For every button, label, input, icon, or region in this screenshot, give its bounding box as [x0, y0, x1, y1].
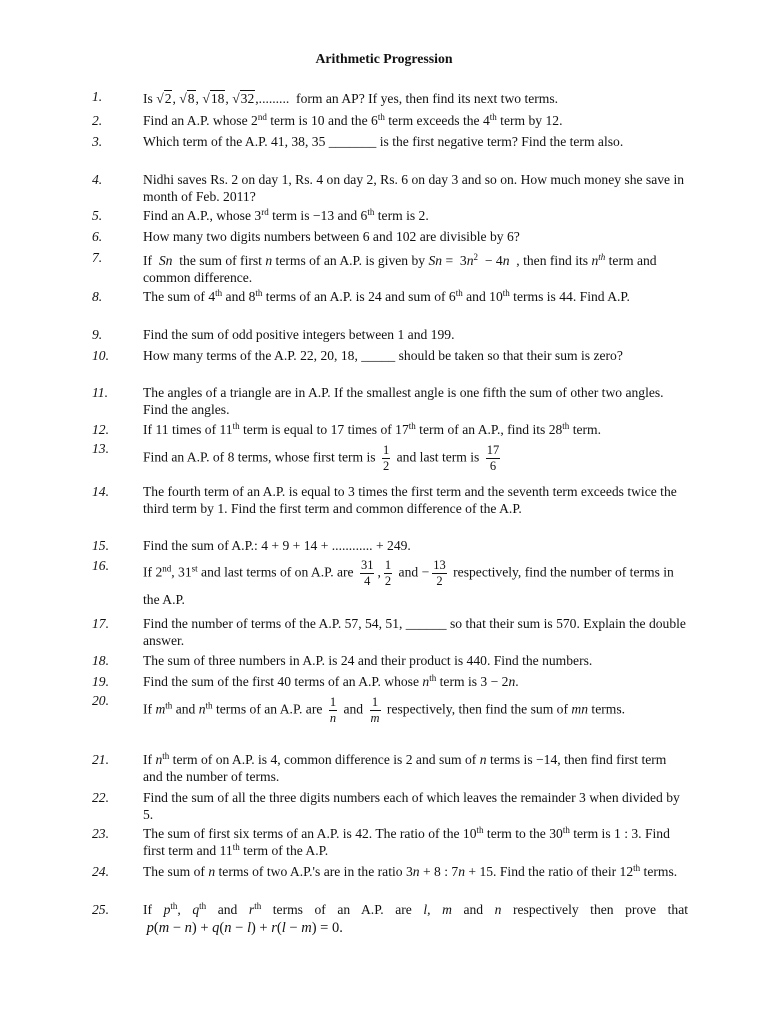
question-number: 1.	[92, 89, 103, 104]
question-text: Nidhi saves Rs. 2 on day 1, Rs. 4 on day 2, Rs. 6 on day 3 and so on. How much money she save in month of Feb. 2011?	[143, 172, 685, 204]
question-text: Find an A.P. whose 2nd term is 10 and the 6th term exceeds the 4th term by 12.	[143, 112, 563, 128]
question-number: 9.	[92, 327, 103, 342]
question-text: Find the sum of A.P.: 4 + 9 + 14 + ............ + 249.	[143, 538, 411, 553]
question-number: 21.	[92, 752, 109, 767]
question-number: 4.	[92, 172, 103, 187]
question-text: Is √2, √8, √18, √32,......... form an AP? If yes, then find its next two terms.	[143, 91, 559, 106]
question-text: Find the sum of all the three digits numbers each of which leaves the remainder 3 when divided by 5.	[143, 790, 680, 822]
question-text: The sum of three numbers in A.P. is 24 and their product is 440. Find the numbers.	[143, 653, 593, 668]
question-number: 23.	[92, 826, 109, 841]
question-text: Find the sum of the first 40 terms of an A.P. whose $n^{th}$ term is 3 − 2n.	[143, 673, 519, 689]
question-text: Find the number of terms of the A.P. 57, 54, 51, ______ so that their sum is 570. Explain the double answer.	[143, 616, 686, 648]
question-number: 15.	[92, 538, 109, 553]
question-text: If $n^{th}$ term of on A.P. is 4, common difference is 2 and sum of n terms is −14, then find first term and the number of terms.	[143, 751, 667, 784]
question-text: The angles of a triangle are in A.P. If the smallest angle is one fifth the sum of other two angles. Find the angles.	[143, 385, 664, 417]
question-number: 5.	[92, 208, 103, 223]
question-text: If 2nd, 31st and last terms of on A.P. are $\frac{31}{4}$ , $\frac{1}{2}$ and − $\frac{13}{2}$ respectively, find the number of terms in the A.P.	[143, 558, 674, 607]
question-number: 14.	[92, 484, 109, 499]
question-text: Find an A.P. of 8 terms, whose first term is $\frac{1}{2}$ and last term is $\frac{17}{6}$	[143, 443, 500, 473]
question-number: 8.	[92, 289, 103, 304]
question-text: How many terms of the A.P. 22, 20, 18, _____ should be taken so that their sum is zero?	[143, 348, 623, 363]
question-number: 13.	[92, 441, 109, 456]
question-number: 17.	[92, 616, 109, 631]
question-number: 18.	[92, 653, 109, 668]
question-text: If 11 times of 11th term is equal to 17 times of 17th term of an A.P., find its 28th term.	[143, 421, 602, 437]
question-text: The sum of 4th and 8th terms of an A.P. is 24 and sum of 6th and 10th terms is 44. Find A.P.	[143, 288, 630, 304]
question-number: 3.	[92, 134, 103, 149]
page-title: Arithmetic Progression	[315, 51, 453, 66]
question-text: If Sn the sum of first n terms of an A.P. is given by $Sn = 3n^2 - 4n$ , then find its $n^{th}$ term and common difference.	[143, 252, 657, 285]
question-text: The sum of n terms of two A.P.'s are in the ratio 3n + 8 : 7n + 15. Find the ratio of their 12th terms.	[143, 863, 678, 879]
question-number: 6.	[92, 229, 103, 244]
question-number: 2.	[92, 113, 103, 128]
question-text: The sum of first six terms of an A.P. is 42. The ratio of the 10th term to the 30th term is 1 : 3. Find first term and 11th term of the A.P.	[143, 825, 670, 858]
question-number: 25.	[92, 902, 109, 917]
question-number: 22.	[92, 790, 109, 805]
question-text: Which term of the A.P. 41, 38, 35 _______ is the first negative term? Find the term also.	[143, 134, 624, 149]
question-text: How many two digits numbers between 6 and 102 are divisible by 6?	[143, 229, 520, 244]
question-number: 19.	[92, 674, 109, 689]
question-number: 12.	[92, 422, 109, 437]
question-number: 24.	[92, 864, 109, 879]
question-text: If $m^{th}$ and $n^{th}$ terms of an A.P. are $\frac{1}{n}$ and $\frac{1}{m}$ respectively, then find the sum of mn terms.	[143, 695, 626, 725]
question-text: The fourth term of an A.P. is equal to 3 times the first term and the seventh term exceeds twice the third term by 1. Find the first term and common difference of the A.P.	[143, 484, 677, 516]
question-text: Find the sum of odd positive integers between 1 and 199.	[143, 327, 455, 342]
question-number: 20.	[92, 693, 109, 708]
question-text: Find an A.P., whose 3rd term is −13 and 6th term is 2.	[143, 207, 429, 223]
question-number: 16.	[92, 558, 109, 573]
question-equation: p(m − n) + q(n − l) + r(l − m) = 0.	[146, 920, 343, 936]
question-text: If $p^{th}$, $q^{th}$ and $r^{th}$ terms of an A.P. are l, m and n respectively then prove that	[143, 901, 689, 917]
question-number: 10.	[92, 348, 109, 363]
question-number: 7.	[92, 250, 103, 265]
question-number: 11.	[92, 385, 108, 400]
